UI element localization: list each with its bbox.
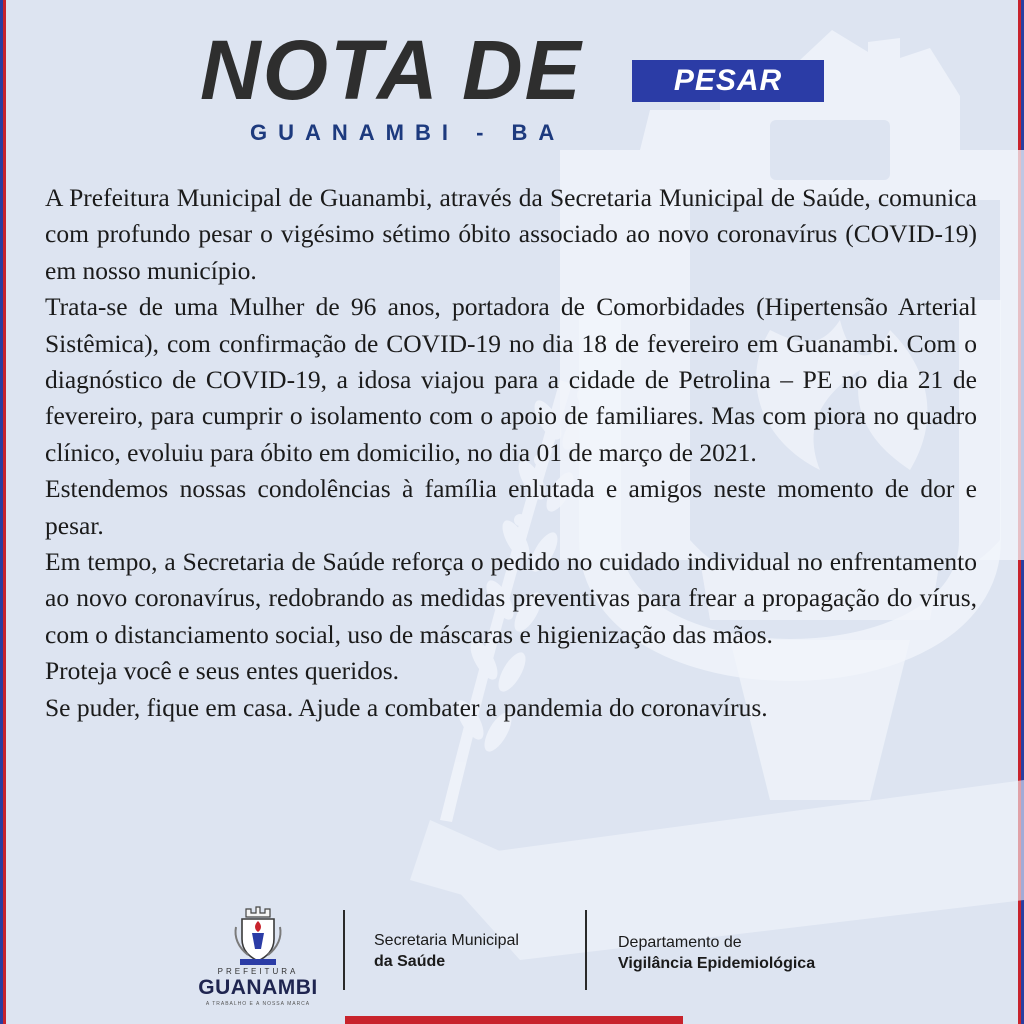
logo-slogan: A TRABALHO E A NOSSA MARCA bbox=[205, 1001, 311, 1007]
location-subtitle: GUANAMBI - BA bbox=[250, 120, 566, 145]
title-highlight-box: PESAR bbox=[632, 60, 824, 102]
paragraph-protect: Proteja você e seus entes queridos. bbox=[45, 656, 400, 686]
paragraph-prevention: Em tempo, a Secretaria de Saúde reforça o pedido no cuidado individual no enfrentamento ao novo coronavírus, redobrando as medidas preventivas para frear a propagação do vírus, com o distanciamento social, uso de máscaras e higienização das mãos. bbox=[45, 547, 977, 649]
city-crest-icon bbox=[226, 903, 290, 967]
dept-epi-line1: Departamento de bbox=[618, 934, 742, 951]
footer-divider-2 bbox=[585, 910, 587, 990]
bottom-red-bar bbox=[345, 1016, 683, 1024]
paragraph-stay-home: Se puder, fique em casa. Ajude a combater a pandemia do coronavírus. bbox=[45, 692, 768, 722]
dept-epidemiology bbox=[618, 932, 815, 974]
paragraph-case-details: Trata-se de uma Mulher de 96 anos, portadora de Comorbidades (Hipertensão Arterial Sistêmica), com confirmação de COVID-19 no dia 18 de fevereiro em Guanambi. Com o diagnóstico de COVID-19, a idosa viajou para a cidade de Petrolina – PE no dia 21 de fevereiro, para cumprir o isolamento com o apoio de familiares. Mas com piora no quadro clínico, evoluiu para óbito em domicilio, no dia 01 de março de 2021. bbox=[45, 292, 977, 467]
dept-epi-line2: Vigilância Epidemiológica bbox=[618, 955, 816, 972]
dept-health bbox=[374, 930, 519, 972]
paragraph-condolences: Estendemos nossas condolências à família enlutada e amigos neste momento de dor e pesar. bbox=[45, 474, 977, 540]
logo-prefix: PREFEITURA bbox=[217, 967, 299, 976]
guanambi-logo bbox=[196, 903, 320, 1015]
page-title: NOTA DE bbox=[200, 23, 583, 117]
footer bbox=[0, 895, 1024, 1024]
footer-divider-1 bbox=[343, 910, 345, 990]
dept-health-line2: da Saúde bbox=[374, 953, 446, 970]
logo-name: GUANAMBI bbox=[198, 976, 318, 999]
note-body bbox=[45, 180, 977, 726]
dept-health-line1: Secretaria Municipal bbox=[374, 932, 519, 949]
paragraph-announcement: A Prefeitura Municipal de Guanambi, através da Secretaria Municipal de Saúde, comunica com profundo pesar o vigésimo sétimo óbito associado ao novo coronavírus (COVID-19) em nosso município. bbox=[45, 183, 977, 285]
